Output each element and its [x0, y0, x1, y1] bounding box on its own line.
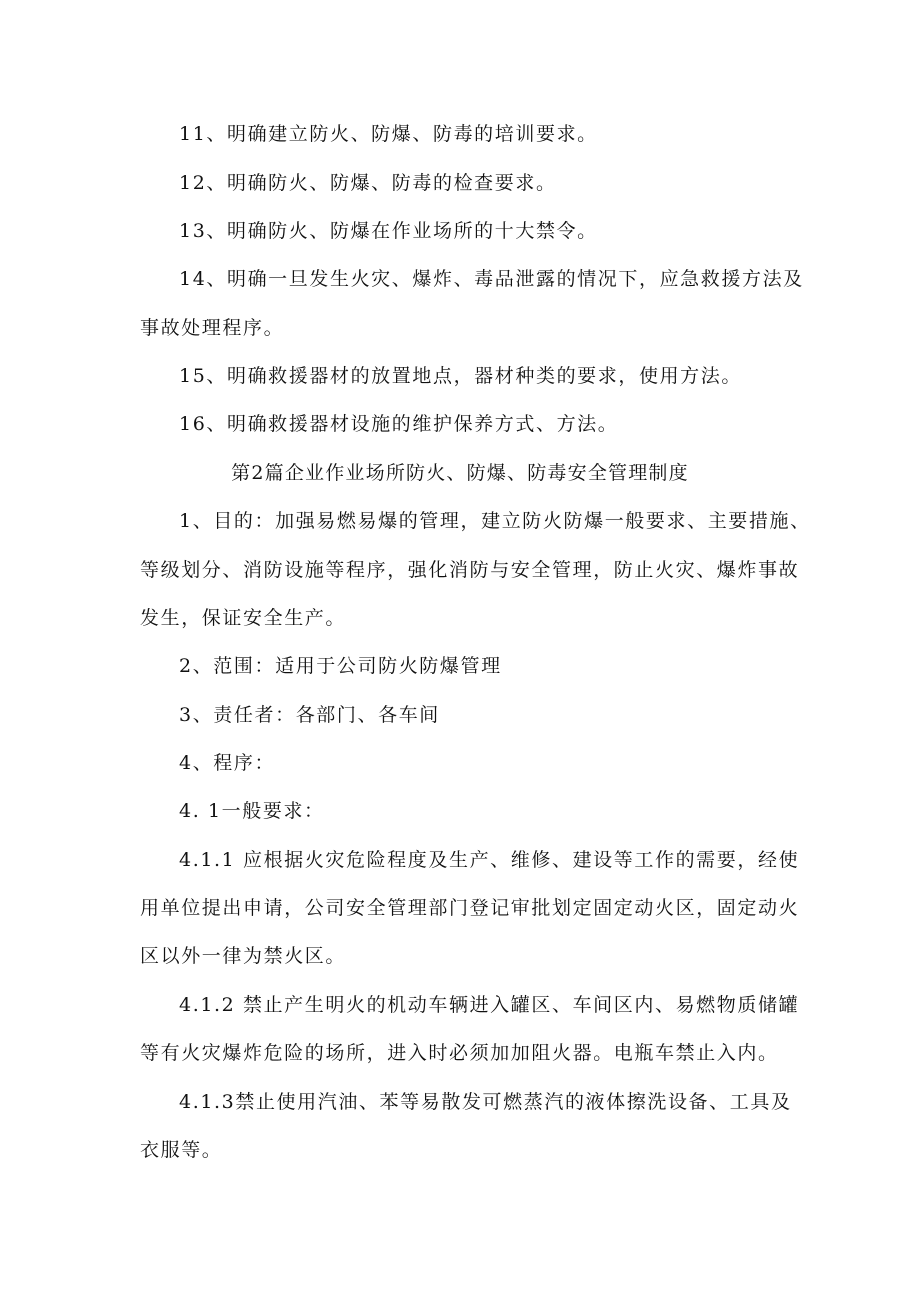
clause-4-1-1-cont-1: 用单位提出申请，公司安全管理部门登记审批划定固定动火区，固定动火 [140, 897, 800, 919]
item-12: 12、明确防火、防爆、防毒的检查要求。 [179, 172, 557, 194]
clause-4-1-1-cont-2: 区以外一律为禁火区。 [140, 945, 347, 967]
item-14-cont: 事故处理程序。 [140, 317, 285, 339]
clause-4-1-3: 4.1.3禁止使用汽油、苯等易散发可燃蒸汽的液体擦洗设备、工具及 [179, 1091, 792, 1113]
clause-4-1-1: 4.1.1 应根据火灾危险程度及生产、维修、建设等工作的需要，经使 [179, 849, 800, 871]
item-16: 16、明确救援器材设施的维护保养方式、方法。 [179, 413, 619, 435]
purpose-cont-1: 等级划分、消防设施等程序，强化消防与安全管理，防止火灾、爆炸事故 [140, 559, 800, 581]
general-requirements: 4. 1一般要求： [179, 800, 325, 822]
item-13: 13、明确防火、防爆在作业场所的十大禁令。 [179, 220, 598, 242]
purpose-cont-2: 发生，保证安全生产。 [140, 607, 347, 629]
item-14: 14、明确一旦发生火灾、爆炸、毒品泄露的情况下，应急救援方法及 [179, 268, 804, 290]
purpose: 1、目的：加强易燃易爆的管理，建立防火防爆一般要求、主要措施、 [179, 510, 811, 532]
section-title: 第2篇企业作业场所防火、防爆、防毒安全管理制度 [231, 462, 689, 484]
clause-4-1-3-cont: 衣服等。 [140, 1139, 223, 1161]
responsible: 3、责任者：各部门、各车间 [179, 704, 440, 726]
item-15: 15、明确救援器材的放置地点，器材种类的要求，使用方法。 [179, 365, 742, 387]
clause-4-1-2: 4.1.2 禁止产生明火的机动车辆进入罐区、车间区内、易燃物质储罐 [179, 994, 800, 1016]
scope: 2、范围：适用于公司防火防爆管理 [179, 655, 502, 677]
procedure: 4、程序： [179, 752, 276, 774]
item-11: 11、明确建立防火、防爆、防毒的培训要求。 [179, 123, 598, 145]
clause-4-1-2-cont: 等有火灾爆炸危险的场所，进入时必须加加阻火器。电瓶车禁止入内。 [140, 1042, 779, 1064]
